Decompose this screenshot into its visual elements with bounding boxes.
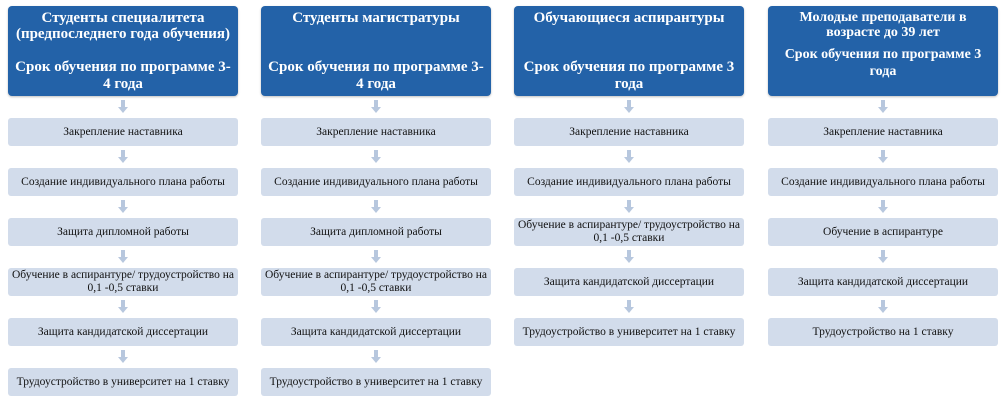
down-arrow-icon [514, 96, 744, 118]
step-box: Трудоустройство в университет на 1 ставку [261, 368, 491, 396]
step-box: Закрепление наставника [261, 118, 491, 146]
step-box: Обучение в аспирантуре/ трудоустройство на 0,1 -0,5 ставки [8, 268, 238, 296]
step-box: Закрепление наставника [768, 118, 998, 146]
column-term: Срок обучения по программе 3-4 года [268, 59, 484, 92]
column-postgraduates [514, 6, 744, 346]
step-box: Защита дипломной работы [8, 218, 238, 246]
down-arrow-icon [261, 196, 491, 218]
column-specialist-students [8, 6, 238, 396]
step-box: Обучение в аспирантуре [768, 218, 998, 246]
down-arrow-icon [768, 296, 998, 318]
down-arrow-icon [514, 296, 744, 318]
step-box: Создание индивидуального плана работы [768, 168, 998, 196]
step-box: Трудоустройство на 1 ставку [768, 318, 998, 346]
column-header [261, 6, 491, 96]
column-title: Молодые преподаватели в возрасте до 39 лет [799, 10, 967, 40]
down-arrow-icon [514, 246, 744, 268]
down-arrow-icon [261, 96, 491, 118]
down-arrow-icon [8, 146, 238, 168]
column-master-students [261, 6, 491, 396]
step-box: Защита кандидатской диссертации [768, 268, 998, 296]
step-box: Защита кандидатской диссертации [514, 268, 744, 296]
step-box: Создание индивидуального плана работы [261, 168, 491, 196]
down-arrow-icon [514, 146, 744, 168]
down-arrow-icon [768, 146, 998, 168]
down-arrow-icon [8, 96, 238, 118]
step-box: Обучение в аспирантуре/ трудоустройство на 0,1 -0,5 ставки [261, 268, 491, 296]
step-box: Защита кандидатской диссертации [8, 318, 238, 346]
step-box: Закрепление наставника [514, 118, 744, 146]
column-header [514, 6, 744, 96]
column-term: Срок обучения по программе 3-4 года [15, 59, 231, 92]
column-title: Студенты магистратуры [292, 10, 460, 26]
column-term: Срок обучения по программе 3 года [784, 47, 982, 79]
column-header [8, 6, 238, 96]
down-arrow-icon [768, 246, 998, 268]
step-box: Создание индивидуального плана работы [514, 168, 744, 196]
down-arrow-icon [768, 196, 998, 218]
step-box: Создание индивидуального плана работы [8, 168, 238, 196]
step-box: Защита дипломной работы [261, 218, 491, 246]
step-box: Трудоустройство в университет на 1 ставку [8, 368, 238, 396]
down-arrow-icon [261, 346, 491, 368]
down-arrow-icon [261, 146, 491, 168]
down-arrow-icon [261, 296, 491, 318]
down-arrow-icon [768, 96, 998, 118]
step-box: Обучение в аспирантуре/ трудоустройство на 0,1 -0,5 ставки [514, 218, 744, 246]
down-arrow-icon [8, 296, 238, 318]
column-title: Обучающиеся аспирантуры [533, 10, 725, 26]
column-title: Студенты специалитета (предпоследнего года обучения) [15, 10, 231, 42]
column-header [768, 6, 998, 96]
down-arrow-icon [8, 346, 238, 368]
step-box: Защита кандидатской диссертации [261, 318, 491, 346]
column-term: Срок обучения по программе 3 года [523, 59, 735, 92]
down-arrow-icon [514, 196, 744, 218]
down-arrow-icon [8, 196, 238, 218]
down-arrow-icon [261, 246, 491, 268]
step-box: Трудоустройство в университет на 1 ставку [514, 318, 744, 346]
column-young-teachers [768, 6, 998, 346]
down-arrow-icon [8, 246, 238, 268]
step-box: Закрепление наставника [8, 118, 238, 146]
